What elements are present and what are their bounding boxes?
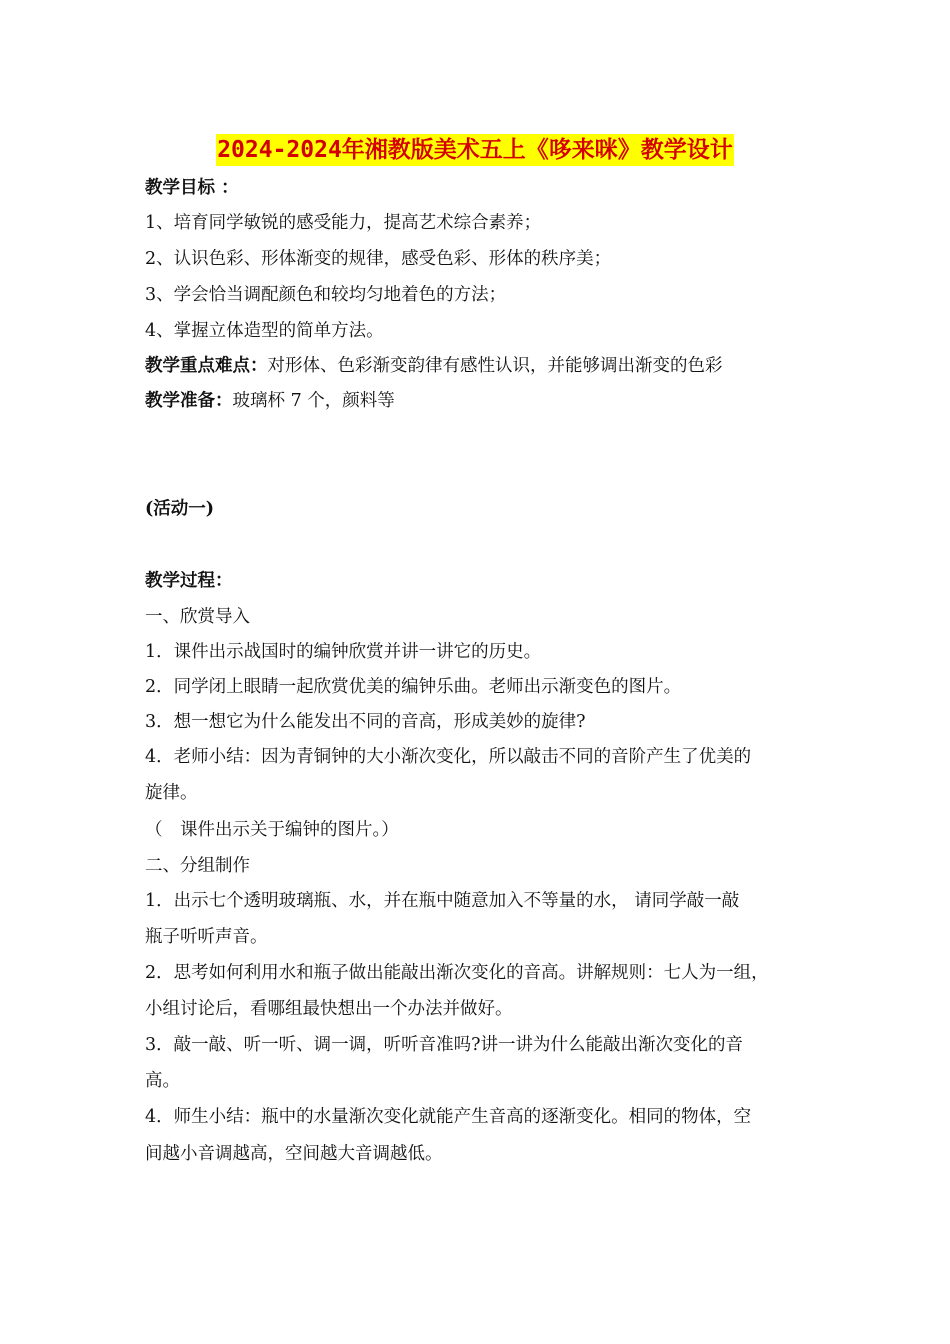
process-line: 高。 xyxy=(145,1071,180,1091)
process-line: 3．想一想它为什么能发出不同的音高，形成美妙的旋律? xyxy=(145,712,586,732)
document-title: 2024-2024年湘教版美术五上《哆来咪》教学设计 xyxy=(216,134,734,166)
process-line: 1．出示七个透明玻璃瓶、水，并在瓶中随意加入不等量的水， 请同学敲一敲 xyxy=(145,891,740,911)
process-line: 4．老师小结：因为青铜钟的大小渐次变化，所以敲击不同的音阶产生了优美的 xyxy=(145,747,752,767)
process-line: 一、欣赏导入 xyxy=(145,607,250,627)
process-heading: 教学过程： xyxy=(145,571,233,591)
process-line: 4．师生小结：瓶中的水量渐次变化就能产生音高的逐渐变化。相同的物体，空 xyxy=(145,1107,752,1127)
key-points-label: 教学重点难点： xyxy=(145,356,268,376)
preparation-label: 教学准备： xyxy=(145,391,233,411)
objective-item: 2、认识色彩、形体渐变的规律，感受色彩、形体的秩序美； xyxy=(145,249,612,269)
key-points xyxy=(145,353,815,379)
process-line: 2．思考如何利用水和瓶子做出能敲出渐次变化的音高。讲解规则：七人为一组， xyxy=(145,963,769,983)
objective-item: 1、培育同学敏锐的感受能力，提高艺术综合素养； xyxy=(145,213,542,233)
process-line: 旋律。 xyxy=(145,783,198,803)
objective-item: 3、学会恰当调配颜色和较均匀地着色的方法； xyxy=(145,285,507,305)
key-points-text: 对形体、色彩渐变韵律有感性认识，并能够调出渐变的色彩 xyxy=(267,356,723,376)
process-line: （ 课件出示关于编钟的图片。） xyxy=(145,820,399,840)
process-line: 瓶子听听声音。 xyxy=(145,927,268,947)
process-line: 小组讨论后，看哪组最快想出一个办法并做好。 xyxy=(145,999,513,1019)
preparation-text: 玻璃杯 7 个，颜料等 xyxy=(232,391,395,411)
process-line: 3．敲一敲、听一听、调一调，听听音准吗?讲一讲为什么能敲出渐次变化的音 xyxy=(145,1035,744,1055)
process-line: 2．同学闭上眼睛一起欣赏优美的编钟乐曲。老师出示渐变色的图片。 xyxy=(145,677,682,697)
process-line: 1．课件出示战国时的编钟欣赏并讲一讲它的历史。 xyxy=(145,642,542,662)
title-row xyxy=(0,134,950,166)
process-line: 间越小音调越高，空间越大音调越低。 xyxy=(145,1144,443,1164)
activity-label: (活动一) xyxy=(145,499,215,519)
process-line: 二、分组制作 xyxy=(145,856,250,876)
objective-item: 4、掌握立体造型的简单方法。 xyxy=(145,321,384,341)
objectives-heading: 教学目标 ： xyxy=(145,178,239,198)
preparation xyxy=(145,388,815,414)
